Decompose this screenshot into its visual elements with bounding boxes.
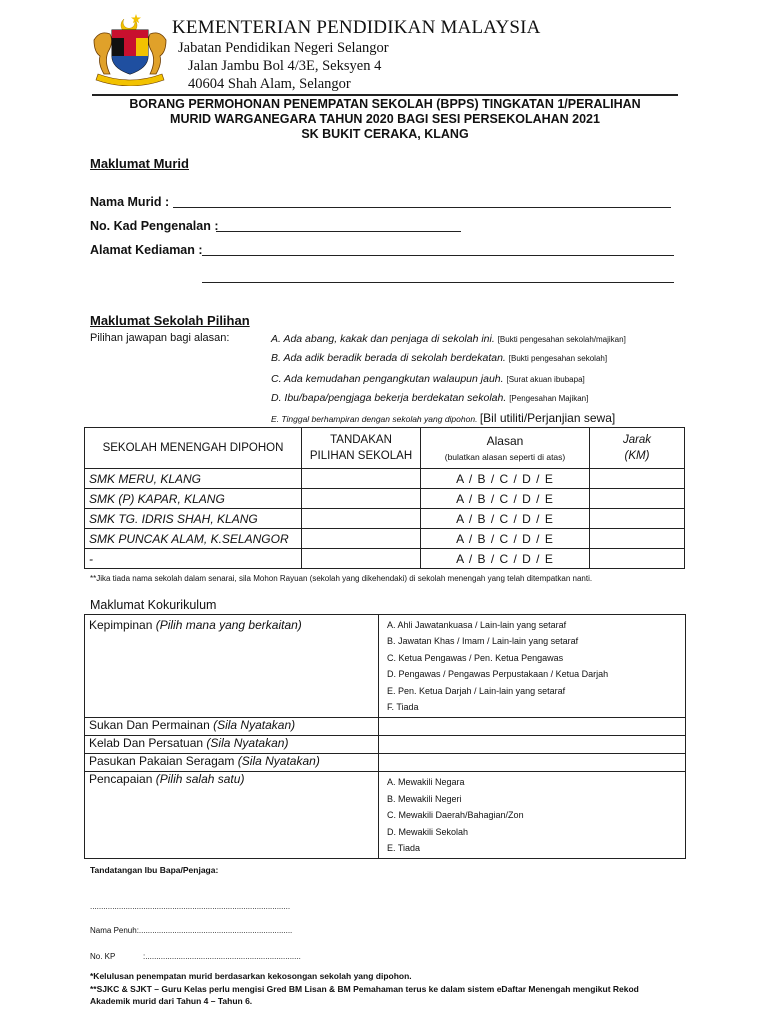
alasan-prompt: Pilihan jawapan bagi alasan: bbox=[90, 332, 230, 344]
reason-b: B. Ada adik beradik berada di sekolah berdekatan. [Bukti pengesahan sekolah] bbox=[271, 352, 608, 364]
alasan-cell[interactable]: A / B / C / D / E bbox=[421, 509, 590, 529]
school-name: SMK PUNCAK ALAM, K.SELANGOR bbox=[85, 529, 302, 549]
table-row bbox=[85, 489, 685, 509]
address-line-3: 40604 Shah Alam, Selangor bbox=[188, 76, 351, 92]
school-name: - bbox=[85, 549, 302, 569]
school-name: SMK (P) KAPAR, KLANG bbox=[85, 489, 302, 509]
tandatangan-label: Tandatangan Ibu Bapa/Penjaga: bbox=[90, 865, 219, 875]
alasan-cell[interactable]: A / B / C / D / E bbox=[421, 529, 590, 549]
section-sekolah-pilihan: Maklumat Sekolah Pilihan bbox=[90, 313, 250, 328]
table-row bbox=[85, 509, 685, 529]
sukan-label-cell: Sukan Dan Permainan (Sila Nyatakan) bbox=[85, 718, 379, 736]
kepimpinan-option-c[interactable]: C. Ketua Pengawas / Pen. Ketua Pengawas bbox=[387, 652, 564, 663]
pasukan-label-cell: Pasukan Pakaian Seragam (Sila Nyatakan) bbox=[85, 754, 379, 772]
section-kokurikulum: Maklumat Kokurikulum bbox=[90, 598, 217, 612]
kokurikulum-table bbox=[84, 614, 686, 859]
form-title-line-3: SK BUKIT CERAKA, KLANG bbox=[301, 127, 469, 141]
no-kp-label: No. KP bbox=[90, 952, 116, 961]
jarak-cell[interactable] bbox=[590, 489, 685, 509]
kad-pengenalan-field[interactable] bbox=[216, 217, 461, 232]
pasukan-field[interactable] bbox=[379, 754, 686, 772]
ministry-name: KEMENTERIAN PENDIDIKAN MALAYSIA bbox=[172, 17, 541, 38]
kepimpinan-option-d[interactable]: D. Pengawas / Pengawas Perpustakaan / Ketua Darjah bbox=[387, 669, 609, 680]
table-row bbox=[85, 469, 685, 489]
reason-d: D. Ibu/bapa/pengjaga bekerja berdekatan sekolah. [Pengesahan Majikan] bbox=[271, 392, 589, 404]
kepimpinan-label-cell: Kepimpinan (Pilih mana yang berkaitan) bbox=[85, 615, 379, 718]
sukan-field[interactable] bbox=[379, 718, 686, 736]
alasan-cell[interactable]: A / B / C / D / E bbox=[421, 489, 590, 509]
school-name: SMK MERU, KLANG bbox=[85, 469, 302, 489]
kepimpinan-option-b[interactable]: B. Jawatan Khas / Imam / Lain-lain yang setaraf bbox=[387, 636, 579, 647]
alamat-kediaman-label: Alamat Kediaman : bbox=[90, 243, 203, 257]
reason-e: E. Tinggal berhampiran dengan sekolah yang dipohon. [Bil utiliti/Perjanjian sewa] bbox=[271, 411, 616, 425]
pencapaian-option-a[interactable]: A. Mewakili Negara bbox=[387, 777, 465, 788]
kad-pengenalan-label: No. Kad Pengenalan : bbox=[90, 219, 219, 233]
school-list-note: **Jika tiada nama sekolah dalam senarai, sila Mohon Rayuan (sekolah yang dikehendaki) di sekolah menengah yang telah ditempatkan nanti. bbox=[90, 574, 593, 583]
reason-a: A. Ada abang, kakak dan penjaga di sekolah ini. [Bukti pengesahan sekolah/majikan] bbox=[271, 333, 626, 345]
col-jarak-header: Jarak (KM) bbox=[590, 428, 685, 469]
col-alasan-header: Alasan (bulatkan alasan seperti di atas) bbox=[421, 428, 590, 469]
col-tandakan-header: TANDAKAN PILIHAN SEKOLAH bbox=[302, 428, 421, 469]
footer-note-3: Akademik murid dari Tahun 4 – Tahun 6. bbox=[90, 996, 253, 1006]
alamat-kediaman-field-1[interactable] bbox=[202, 241, 674, 256]
kelab-label-cell: Kelab Dan Persatuan (Sila Nyatakan) bbox=[85, 736, 379, 754]
form-title-line-2: MURID WARGANEGARA TAHUN 2020 BAGI SESI PERSEKOLAHAN 2021 bbox=[170, 112, 600, 126]
school-choice-table bbox=[84, 427, 685, 569]
section-maklumat-murid: Maklumat Murid bbox=[90, 156, 189, 171]
tandakan-cell[interactable] bbox=[302, 529, 421, 549]
col-sekolah-header: SEKOLAH MENENGAH DIPOHON bbox=[85, 428, 302, 469]
ministry-crest-logo bbox=[90, 10, 170, 86]
nama-penuh-field[interactable]: Nama Penuh:..................................................................... bbox=[90, 926, 293, 935]
tandakan-cell[interactable] bbox=[302, 489, 421, 509]
no-kp-field[interactable]: :...................................................................... bbox=[143, 952, 301, 961]
form-title-line-1: BORANG PERMOHONAN PENEMPATAN SEKOLAH (BPPS) TINGKATAN 1/PERALIHAN bbox=[129, 97, 641, 111]
signature-line[interactable]: .......................................................................................... bbox=[90, 902, 291, 911]
nama-murid-field[interactable] bbox=[173, 193, 671, 208]
table-row bbox=[85, 549, 685, 569]
pencapaian-option-b[interactable]: B. Mewakili Negeri bbox=[387, 793, 462, 804]
address-line-1: Jabatan Pendidikan Negeri Selangor bbox=[178, 40, 389, 56]
footer-note-2: **SJKC & SJKT – Guru Kelas perlu mengisi Gred BM Lisan & BM Pemahaman terus ke dalam sistem eDaftar Menengah mengikut Rekod bbox=[90, 984, 639, 994]
kepimpinan-options[interactable] bbox=[379, 615, 686, 718]
kepimpinan-option-f[interactable]: F. Tiada bbox=[387, 702, 419, 713]
kepimpinan-option-a[interactable]: A. Ahli Jawatankuasa / Lain-lain yang setaraf bbox=[387, 620, 567, 630]
pencapaian-option-c[interactable]: C. Mewakili Daerah/Bahagian/Zon bbox=[387, 810, 524, 821]
kepimpinan-option-e[interactable]: E. Pen. Ketua Darjah / Lain-lain yang setaraf bbox=[387, 685, 566, 696]
reason-c: C. Ada kemudahan pengangkutan walaupun jauh. [Surat akuan ibubapa] bbox=[271, 373, 585, 385]
tandakan-cell[interactable] bbox=[302, 469, 421, 489]
alasan-cell[interactable]: A / B / C / D / E bbox=[421, 549, 590, 569]
pencapaian-option-e[interactable]: E. Tiada bbox=[387, 843, 421, 854]
footer-note-1: *Kelulusan penempatan murid berdasarkan kekosongan sekolah yang dipohon. bbox=[90, 971, 412, 981]
tandakan-cell[interactable] bbox=[302, 509, 421, 529]
tandakan-cell[interactable] bbox=[302, 549, 421, 569]
jarak-cell[interactable] bbox=[590, 469, 685, 489]
school-name: SMK TG. IDRIS SHAH, KLANG bbox=[85, 509, 302, 529]
table-row bbox=[85, 529, 685, 549]
nama-murid-label: Nama Murid : bbox=[90, 195, 170, 209]
header-divider bbox=[92, 94, 678, 96]
alasan-cell[interactable]: A / B / C / D / E bbox=[421, 469, 590, 489]
jarak-cell[interactable] bbox=[590, 509, 685, 529]
alamat-kediaman-field-2[interactable] bbox=[202, 268, 674, 283]
pencapaian-option-d[interactable]: D. Mewakili Sekolah bbox=[387, 826, 469, 837]
pencapaian-options[interactable] bbox=[379, 772, 686, 859]
pencapaian-label-cell: Pencapaian (Pilih salah satu) bbox=[85, 772, 379, 859]
address-line-2: Jalan Jambu Bol 4/3E, Seksyen 4 bbox=[188, 58, 382, 74]
jarak-cell[interactable] bbox=[590, 549, 685, 569]
kelab-field[interactable] bbox=[379, 736, 686, 754]
jarak-cell[interactable] bbox=[590, 529, 685, 549]
